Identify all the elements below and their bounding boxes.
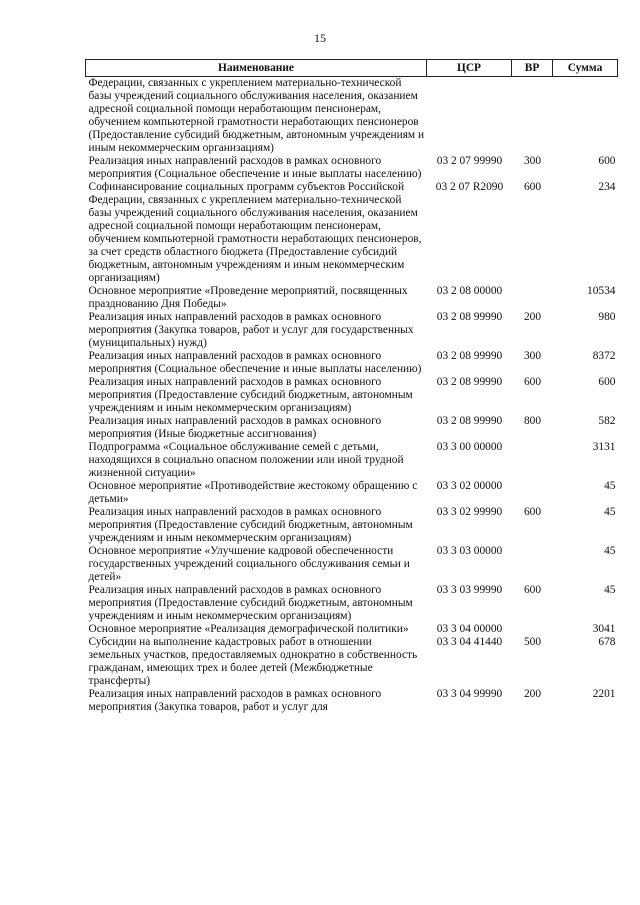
row-csr: 03 2 08 99990	[436, 350, 503, 362]
row-sum: 45	[604, 480, 616, 492]
row-vr: 600	[523, 181, 542, 193]
row-sum: 678	[598, 636, 616, 648]
row-name: Федерации, связанных с укреплением материально-технической базы учреждений социального обслуживания населения, оказанием адресной социальной помощи неработающим пенсионерам, обучением компьютерной грамотности неработающих пенсионеров (Предоставление субсидий бюджетным, автономным учреждениям и иным некоммерческим организациям)	[88, 77, 425, 154]
row-csr: 03 2 08 00000	[436, 285, 503, 297]
table-row	[86, 584, 618, 623]
row-name: Софинансирование социальных программ субъектов Российской Федерации, связанных с укреплением материально-технической базы учреждений социального обслуживания населения, оказанием адресной социальной помощи неработающим пенсионерам, обучением компьютерной грамотности неработающих пенсионеров, за счет средств областного бюджета (Предоставление субсидий бюджетным, автономным учреждениям и иным некоммерческим организациям)	[88, 181, 422, 284]
row-csr: 03 3 02 99990	[436, 506, 503, 518]
table-row	[86, 545, 618, 584]
row-name: Реализация иных направлений расходов в рамках основного мероприятия (Иные бюджетные ассигнования)	[88, 415, 382, 440]
table-row	[86, 311, 618, 350]
row-vr	[512, 545, 553, 584]
row-name: Реализация иных направлений расходов в рамках основного мероприятия (Закупка товаров, работ и услуг для государственных (муниципальных) нужд)	[88, 311, 414, 349]
row-sum: 2201	[592, 688, 616, 700]
table-row	[86, 688, 618, 714]
row-csr: 03 2 07 99990	[436, 155, 503, 167]
row-sum: 980	[598, 311, 616, 323]
row-name: Реализация иных направлений расходов в рамках основного мероприятия (Предоставление субсидий бюджетным, автономным учреждениям и иным некоммерческим организациям)	[88, 584, 413, 622]
row-name: Реализация иных направлений расходов в рамках основного мероприятия (Социальное обеспечение и иные выплаты населению)	[88, 350, 422, 375]
row-vr: 600	[523, 376, 542, 388]
row-name: Подпрограмма «Социальное обслуживание семей с детьми, находящихся в социально опасном положении или иной трудной жизненной ситуации»	[88, 441, 404, 479]
row-name: Основное мероприятие «Противодействие жестокому обращению с детьми»	[88, 480, 418, 505]
row-vr: 200	[523, 688, 542, 700]
row-vr: 600	[523, 584, 542, 596]
table-row	[86, 506, 618, 545]
row-sum: 45	[604, 545, 616, 557]
row-name: Основное мероприятие «Проведение мероприятий, посвященных празднованию Дня Победы»	[88, 285, 408, 310]
row-vr: 500	[523, 636, 542, 648]
table-row	[86, 376, 618, 415]
header-csr: ЦСР	[427, 60, 512, 77]
row-name: Реализация иных направлений расходов в рамках основного мероприятия (Предоставление субсидий бюджетным, автономным учреждениям и иным некоммерческим организациям)	[88, 376, 413, 414]
table-row	[86, 480, 618, 506]
row-csr: 03 2 08 99990	[436, 311, 503, 323]
row-csr: 03 3 02 00000	[436, 480, 503, 492]
table-row	[86, 623, 618, 636]
row-vr	[512, 77, 553, 156]
row-vr	[512, 623, 553, 636]
row-vr: 800	[523, 415, 542, 427]
table-row	[86, 77, 618, 156]
row-vr: 300	[523, 350, 542, 362]
row-csr: 03 3 00 00000	[436, 441, 503, 453]
table-header-row	[86, 60, 618, 77]
row-vr	[512, 285, 553, 311]
row-csr: 03 3 04 00000	[436, 623, 503, 635]
header-sum: Сумма	[553, 60, 618, 77]
row-name: Основное мероприятие «Улучшение кадровой обеспеченности государственных учреждений социального обслуживания семьи и детей»	[88, 545, 410, 583]
page-number: 15	[314, 31, 326, 45]
table-row	[86, 181, 618, 285]
row-sum: 234	[598, 181, 616, 193]
row-name: Реализация иных направлений расходов в рамках основного мероприятия (Закупка товаров, работ и услуг для	[88, 688, 382, 713]
table-row	[86, 155, 618, 181]
row-name: Реализация иных направлений расходов в рамках основного мероприятия (Социальное обеспечение и иные выплаты населению)	[88, 155, 422, 180]
table-row	[86, 415, 618, 441]
header-name: Наименование	[86, 60, 427, 77]
row-csr: 03 3 04 41440	[436, 636, 503, 648]
row-sum: 3041	[592, 623, 616, 635]
table-row	[86, 441, 618, 480]
row-sum	[553, 77, 618, 156]
budget-table	[85, 59, 618, 714]
row-sum: 3131	[592, 441, 616, 453]
row-name: Основное мероприятие «Реализация демографической политики»	[88, 623, 409, 635]
row-sum: 8372	[592, 350, 616, 362]
row-csr: 03 2 08 99990	[436, 376, 503, 388]
row-sum: 45	[604, 584, 616, 596]
row-csr: 03 2 07 R2090	[435, 181, 504, 193]
row-name: Субсидии на выполнение кадастровых работ в отношении земельных участков, предоставляемых однократно в собственность гражданам, имеющих трех и более детей (Межбюджетные трансферты)	[88, 636, 418, 687]
row-csr: 03 2 08 99990	[436, 415, 503, 427]
header-vr: ВР	[512, 60, 553, 77]
row-vr: 600	[523, 506, 542, 518]
row-vr: 300	[523, 155, 542, 167]
table-row	[86, 350, 618, 376]
row-csr: 03 3 04 99990	[436, 688, 503, 700]
row-vr	[512, 480, 553, 506]
row-sum: 600	[598, 376, 616, 388]
row-sum: 45	[604, 506, 616, 518]
row-sum: 582	[598, 415, 616, 427]
row-name: Реализация иных направлений расходов в рамках основного мероприятия (Предоставление субсидий бюджетным, автономным учреждениям и иным некоммерческим организациям)	[88, 506, 413, 544]
row-csr	[427, 77, 512, 156]
row-sum: 600	[598, 155, 616, 167]
row-csr: 03 3 03 99990	[436, 584, 503, 596]
row-vr: 200	[523, 311, 542, 323]
row-sum: 10534	[587, 285, 616, 297]
row-vr	[512, 441, 553, 480]
row-csr: 03 3 03 00000	[436, 545, 503, 557]
table-row	[86, 636, 618, 688]
table-row	[86, 285, 618, 311]
